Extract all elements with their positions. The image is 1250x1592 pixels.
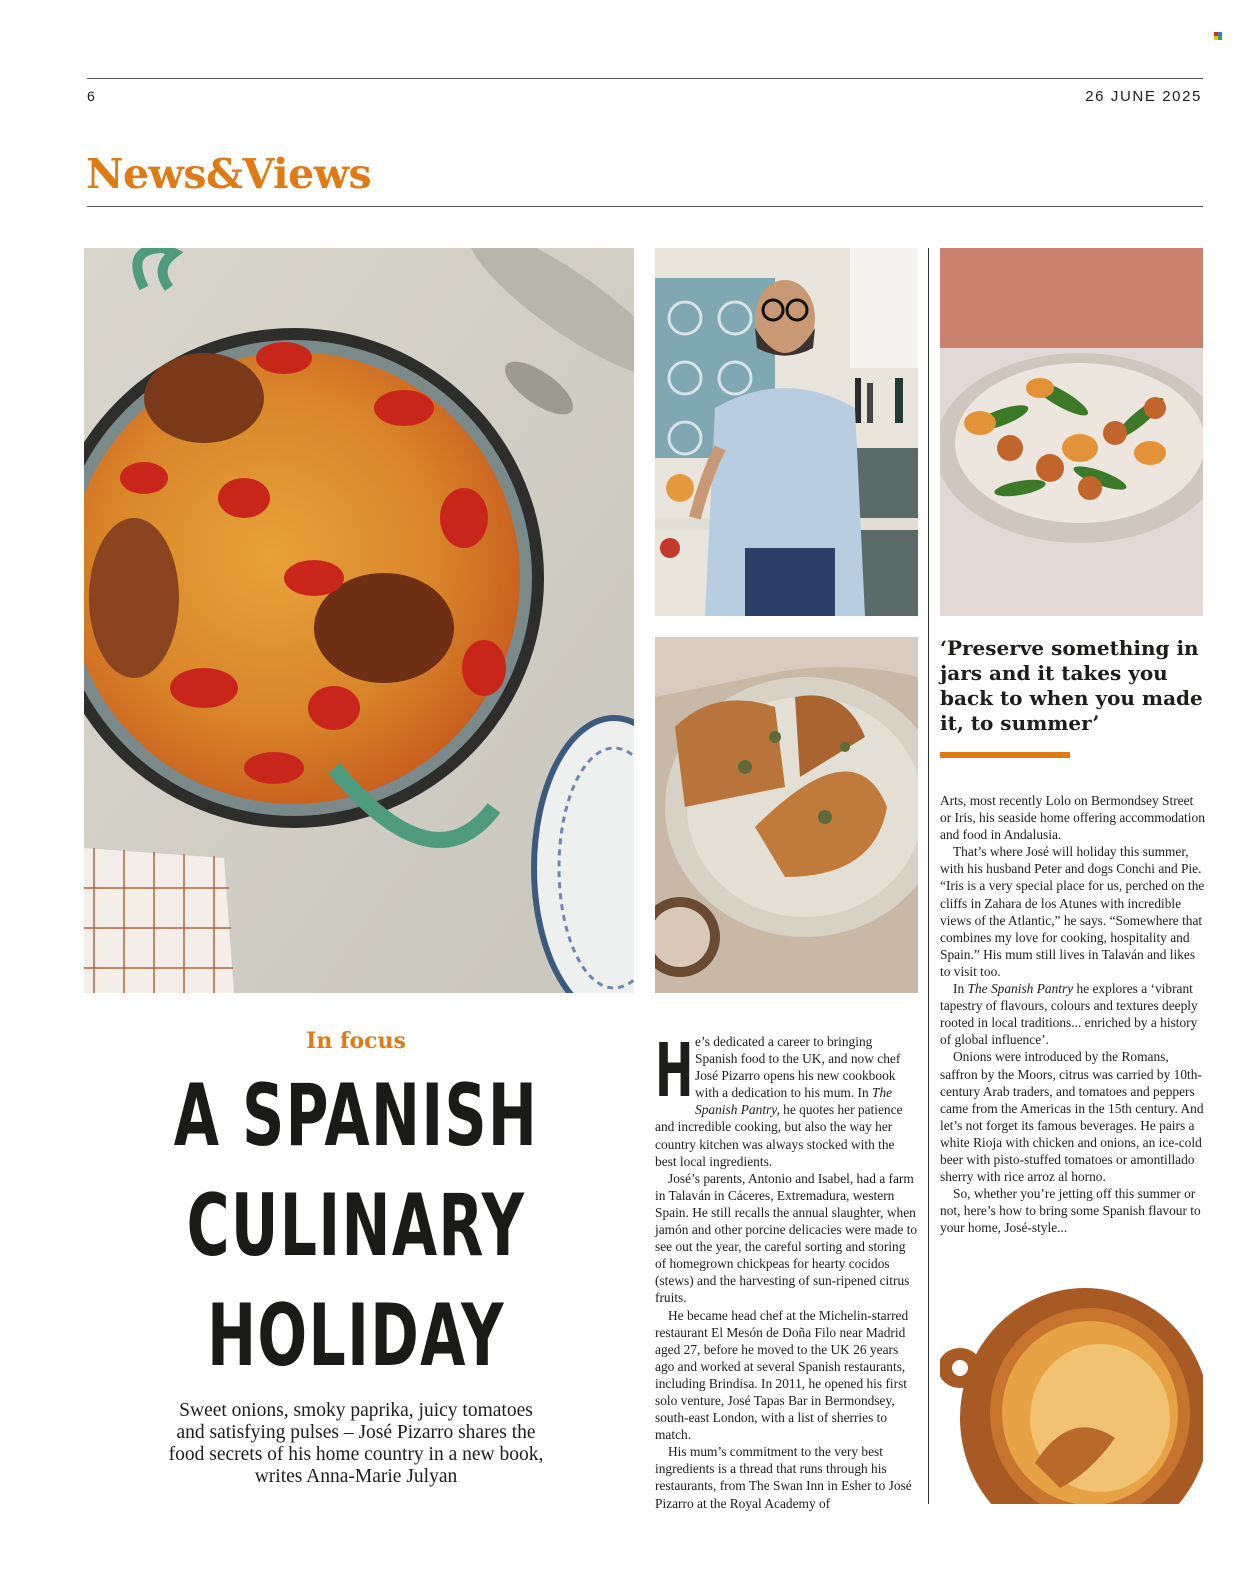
standfirst-line: and satisfying pulses – José Pizarro shares the <box>176 1422 536 1443</box>
standfirst-line: food secrets of his home country in a new book, <box>168 1444 544 1465</box>
column-rule <box>928 248 929 1504</box>
body-text: e’s dedicated a career to bringing Spanish food to the UK, and now chef José Pizarro opens his new cookbook with a dedication to his mum. In <box>695 1034 901 1101</box>
jose-pizarro-portrait <box>655 248 918 616</box>
tortilla-photo <box>655 637 918 993</box>
salad-plate-photo <box>940 248 1203 616</box>
pull-quote-bar <box>940 752 1070 758</box>
color-marker-icon <box>1214 32 1222 40</box>
pull-quote: ‘Preserve something in jars and it takes you back to when you made it, to summer’ <box>940 636 1203 735</box>
body-column-2 <box>940 792 1205 1236</box>
section-title: News&Views <box>86 150 372 198</box>
clay-dish-photo <box>940 1288 1203 1504</box>
body-paragraph: That’s where José will holiday this summer, with his husband Peter and dogs Conchi and Pie. “Iris is a very special place for us, perched on the cliffs in Zahara de los Atunes with incredible views of the Atlantic,” he says. “Somewhere that combines my love for cooking, hospitality and Spain.” His mum still lives in Talaván and likes to visit too. <box>940 844 1205 979</box>
issue-date: 26 JUNE 2025 <box>1085 88 1202 105</box>
page-number: 6 <box>87 88 96 104</box>
header-top-rule <box>87 78 1203 79</box>
book-title: The Spanish Pantry, <box>695 1085 893 1118</box>
standfirst-line: writes Anna-Marie Julyan <box>254 1466 458 1487</box>
body-text: In <box>953 981 968 997</box>
body-paragraph: So, whether you’re jetting off this summer or not, here’s how to bring some Spanish flavour to your home, José-style... <box>940 1186 1201 1236</box>
body-text: he quotes her patience and incredible cooking, but also the way her country kitchen was always stocked with the best local ingredients. <box>655 1102 903 1169</box>
body-paragraph: Onions were introduced by the Romans, saffron by the Moors, citrus was carried by 10th-century Arab traders, and tomatoes and peppers came from the Americas in the 15th century. And let’s not forget its famous beverages. He pairs a white Rioja with chicken and onions, an ice-cold beer with pisto-stuffed tomatoes or amontillado sherry with rice arroz al horno. <box>940 1049 1204 1185</box>
body-paragraph: His mum’s commitment to the very best ingredients is a thread that runs through his restaurants, from The Swan Inn in Esher to José Pizarro at the Royal Academy of <box>655 1444 912 1511</box>
standfirst-line: Sweet onions, smoky paprika, juicy tomatoes <box>179 1400 533 1421</box>
headline-line-1: A SPANISH <box>173 1066 539 1166</box>
book-title: The Spanish Pantry <box>967 981 1074 997</box>
headline-line-3: HOLIDAY <box>207 1286 505 1386</box>
body-paragraph: José’s parents, Antonio and Isabel, had a farm in Talaván in Cáceres, Extremadura, western Spain. He still recalls the annual slaughter, when jamón and other porcine delicacies were made to see out the year, the careful sorting and storing of homegrown chickpeas for hearty cocidos (stews) and the harvesting of sun-ripened citrus fruits. <box>655 1170 918 1306</box>
headline-line-2: CULINARY <box>186 1176 526 1276</box>
drop-cap: H <box>655 1028 694 1114</box>
body-paragraph <box>655 1028 918 1170</box>
body-paragraph: He became head chef at the Michelin-starred restaurant El Mesón de Doña Filo near Madrid aged 27, before he moved to the UK 26 years ago and worked at several Spanish restaurants, including Brindisa. In 2011, he opened his first solo venture, José Tapas Bar in Bermondsey, south-east London, with a list of sherries to match. <box>655 1307 909 1443</box>
standfirst <box>86 1400 626 1488</box>
paella-pan-photo <box>84 248 634 993</box>
body-column-1 <box>655 1028 918 1512</box>
kicker: In focus <box>306 1028 406 1054</box>
body-paragraph: Arts, most recently Lolo on Bermondsey Street or Iris, his seaside home offering accommodation and food in Andalusia. <box>940 793 1205 843</box>
body-text: he explores a ‘vibrant tapestry of flavours, colours and textures deeply rooted in local traditions... enriched by a history of global influence’. <box>940 981 1198 1048</box>
body-paragraph <box>940 980 1205 1048</box>
section-rule <box>87 206 1203 207</box>
